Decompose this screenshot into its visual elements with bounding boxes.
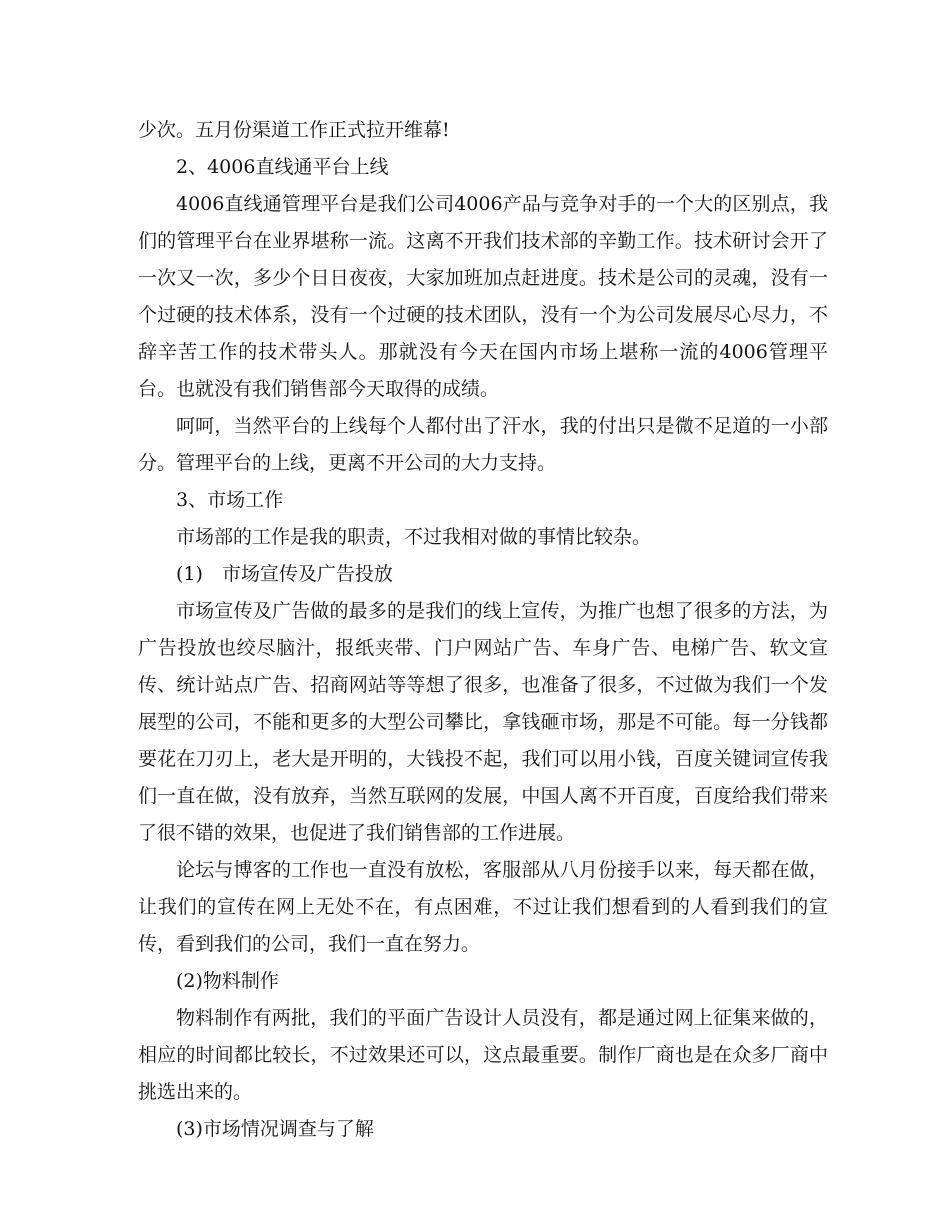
section-heading-market-work: 3、市场工作	[176, 489, 284, 511]
paragraph-platform-description: 4006直线通管理平台是我们公司4006产品与竞争对手的一个大的区别点，我们的管理平台在业界堪称一流。这离不开我们技术部的辛勤工作。技术研讨会开了一次又一次，多少个日日夜夜，大家加班加点赶进度。技术是公司的灵魂，没有一个过硬的技术体系，没有一个过硬的技术团队，没有一个为公司发展尽心尽力，不辞辛苦工作的技术带头人。那就没有今天在国内市场上堪称一流的4006管理平台。也就没有我们销售部今天取得的成绩。	[138, 193, 828, 400]
paragraph-material-details: 物料制作有两批，我们的平面广告设计人员没有，都是通过网上征集来做的，相应的时间都比较长，不过效果还可以，这点最重要。制作厂商也是在众多厂商中挑选出来的。	[138, 1007, 828, 1103]
paragraph-forum-blog: 论坛与博客的工作也一直没有放松，客服部从八月份接手以来，每天都在做，让我们的宣传在网上无处不在，有点困难，不过让我们想看到的人看到我们的宣传，看到我们的公司，我们一直在努力。	[138, 859, 828, 955]
paragraph-market-duty: 市场部的工作是我的职责，不过我相对做的事情比较杂。	[176, 526, 652, 548]
subheading-material-production: (2)物料制作	[176, 970, 279, 992]
subheading-market-survey: (3)市场情况调查与了解	[176, 1118, 374, 1140]
subheading-promotion-advertising: (1) 市场宣传及广告投放	[176, 563, 393, 585]
section-heading-platform-launch: 2、4006直线通平台上线	[176, 156, 389, 178]
paragraph-platform-contribution: 呵呵，当然平台的上线每个人都付出了汗水，我的付出只是微不足道的一小部分。管理平台的上线，更离不开公司的大力支持。	[138, 415, 828, 474]
document-body	[138, 112, 828, 1148]
paragraph-1: 少次。五月份渠道工作正式拉开维幕!	[138, 119, 450, 141]
paragraph-promotion-details: 市场宣传及广告做的最多的是我们的线上宣传，为推广也想了很多的方法，为广告投放也绞尽脑汁，报纸夹带、门户网站广告、车身广告、电梯广告、软文宣传、统计站点广告、招商网站等等想了很多，也准备了很多，不过做为我们一个发展型的公司，不能和更多的大型公司攀比，拿钱砸市场，那是不可能。每一分钱都要花在刀刃上，老大是开明的，大钱投不起，我们可以用小钱，百度关键词宣传我们一直在做，没有放弃，当然互联网的发展，中国人离不开百度，百度给我们带来了很不错的效果，也促进了我们销售部的工作进展。	[138, 600, 828, 844]
